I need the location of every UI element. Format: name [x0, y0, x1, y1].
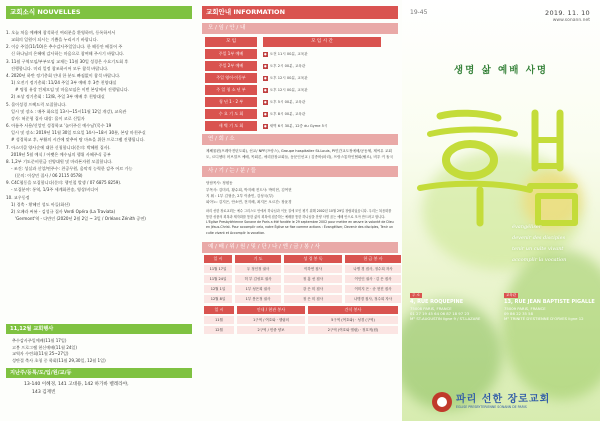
time-marker-icon: ● [264, 123, 267, 128]
table-cell: 정 은 미 집사 [284, 295, 342, 303]
address-metro: M° TRINITÉ D'ESTIENNE D'ORVES ligne 12 [504, 316, 584, 322]
study-header: 11,12월 교회행사 [6, 324, 192, 334]
table-cell: 1부 봉은정 권사 [235, 295, 281, 303]
study-line: 교역자 수련회(11월 25~27일) [12, 351, 69, 357]
bulletin-date: 2019. 11. 10 [545, 9, 590, 17]
worship-time-text: 오후 12시 00분, 교육관 [269, 76, 308, 80]
news-line: 1) 오전기 정기총회: 11/24 주일 3부 예배 후 3층 친양대실 [11, 80, 117, 86]
news-line: # 성경학교 후, 부활의 시간에 맞추어 탐 마쓰을 위한 프로그램 진행됩니다. [11, 137, 145, 143]
news-line: 2. 이승 주일(11/10)은 추수감사주일입니다. 한 해동안 베풀어 주 [6, 44, 123, 50]
table-cell: 1부 성은희 권사 [235, 285, 281, 293]
table-cell: 이미지 은 · 송 현진 집사 [345, 285, 401, 293]
church-logo-icon [432, 392, 452, 412]
worship-time-text: 오후 2시 00분, 교육관 [269, 64, 306, 68]
leaders-line: 지 휘 : 1부 김형준, 2부 이솔민, 김성국(부) [206, 193, 274, 198]
worship-row [202, 73, 398, 83]
table-cell: 이인인 권사 · 김 은 집사 [345, 275, 401, 283]
leaders-line: 부목사: 김미리, 황수희, 박지혜 전도사: 박미현, 김여현 [206, 187, 292, 192]
study-list [6, 338, 192, 365]
leaders-section-title: 사 / 기 / 는 / 분 / 들 [202, 166, 398, 177]
address-city: 75008 PARIS, FRANCE [410, 305, 452, 311]
address-metro: M° ST-AUGUSTIN ligne 9 / ST-LAZARE [410, 316, 481, 322]
news-line: - 모집분야: 통역, 1/3주 세계화찬송, 영상/비디어 [11, 187, 99, 193]
table-header-cell: 간식 봉사 [308, 306, 398, 314]
news-line: 5. 몰이성경 프랙드릭 모집합니다. [6, 101, 67, 107]
address-phone: 09 86 22 35 58 [504, 310, 533, 316]
address-tag: 주 소 [412, 293, 420, 297]
news-list [6, 29, 192, 222]
address-phone: 01 27 19 45 64 06 87 18 97 23 [410, 310, 470, 316]
news-line: 1) 경축 - 황혜인 성도 아들(화산) [11, 201, 70, 207]
table-cell: 11월 24일 [204, 275, 232, 283]
study-line: 성탄절 축사 초청 중 학회(11월 29,30일, 12월 1일) [12, 358, 106, 364]
table-header-cell: 기 도 [235, 255, 281, 263]
info-header: 교회안내 INFORMATION [202, 6, 398, 19]
time-marker-icon: ● [264, 99, 267, 104]
worship-time [263, 97, 373, 107]
time-marker-icon: ● [264, 51, 267, 56]
table-header-cell: 안내 / 현관 봉사 [237, 306, 305, 314]
address-city: 75009 PARIS, FRANCE [504, 305, 546, 311]
worship-name: 새 벽 기 도 회 [205, 121, 257, 131]
motto: 생명 삶 예배 사명 [453, 65, 549, 76]
church-name-fr: EGLISE PRESBYTERIENNE SONANN DE PARIS [456, 405, 527, 409]
issue-number: 19-45 [410, 9, 428, 16]
calligraphy-artwork [410, 98, 590, 228]
news-line: (문의: 이상민 집사 / 06 2115 0578) [15, 173, 83, 179]
table-cell: 우 정인정 권사 [235, 265, 281, 273]
table-cell: 12월 1일 [204, 285, 232, 293]
worship-name: 주 일 청 소 년 부 [205, 85, 257, 95]
worship-row [202, 121, 398, 131]
worship-time-text: 오전 11시 00분, 교육관 [269, 52, 308, 56]
cover-panel [402, 0, 600, 421]
news-line: 4. 2020년 하반 정기총회 안내 한 분도 빠짐없이 참석 바랍니다. [6, 72, 121, 78]
leaders-text [202, 177, 398, 208]
table-cell: 2구역 (여호와 엘림) · 정호적(원) [308, 326, 398, 334]
time-marker-icon: ● [264, 87, 267, 92]
news-line: 2) 오페라 씨뷰 - 김성규 집사 Verdi Opéra (La Traviata) [11, 208, 116, 214]
study-line: 고봉 프로그램 현신예배(11월 24일) [12, 344, 77, 350]
french-word: tenir un culte vivant [512, 246, 564, 252]
worship-row [202, 85, 398, 95]
worship-time [263, 61, 373, 71]
news-line: 일시 및 장소 : 매주 화요일 13시~15시11월 12일 개강), 교육관 [11, 108, 127, 114]
time-marker-icon: ● [264, 63, 267, 68]
table-header-cell: 헌 금 봉 사 [345, 255, 401, 263]
news-line: 'Germont'역 - 다만인 (2020년 2월 2일 ~ 3일 / Orléans Zénith 공연) [15, 216, 146, 222]
worship-time-text: 오후 12시 00분, 교육관 [269, 88, 308, 92]
news-line: 신 하나님의 은혜에 감사하는 마음으로 참여해 주시기 바랍니다. [11, 51, 125, 57]
worship-name: 주일 1부 예배 [205, 49, 257, 59]
news-line: 2019년 5월 예식 / 어쨋은 예수님의 행위 사혜주식 공부 [11, 151, 111, 157]
news-line: 8. 1,2부 기도준비헌금 진양대원 및 마라톤자원 모집합니다. [6, 158, 113, 164]
french-word: évangéliser [512, 224, 542, 230]
study-line: 추수감사주일예배(11월 17일) [12, 338, 67, 343]
news-line: 일시 및 장소: 2019년 11월 30일 토요일 14시~18시 30분, 본당 마친주실 [11, 130, 146, 136]
french-word: devenir des disciples [512, 235, 566, 241]
col-meeting: 모 임 [205, 37, 257, 47]
table-cell: 허 부 김성호 권사 [235, 275, 281, 283]
table-cell: 5구역 (여호와) · 성경 (구역) [308, 316, 398, 324]
visit-text [6, 378, 192, 397]
worship-time [263, 121, 373, 131]
leaders-line: 피아노: 김지은, 안소연, 전지혜, 최지은 오르간: 장윤경 [206, 200, 292, 205]
worship-section-title: 모 / 임 / 안 / 내 [202, 23, 398, 34]
affil-text: 제쎄물편(프레아전턴도회), 선교/ NPF(프랑스), Groupe hospitalier St-Louis, PI민간교도정예배/공동체, 제씨무 교회도, 르디센터 어브말프 예배, 목회론, 애리한장교회들, 동문인선교 / 김종바(파리), 프랑스통학인협회(퓔르), 비우 커 돌국 [206, 149, 394, 160]
mission-text: 파리 선한 장로교회는 예수 그리스도 안에서 하나님과 이웃 질에 모인 평기 위해 2002년 10월 29일 창립되었습니다. 우리는 복음화를 통한 성품의 회복과 제자화를 통한 삶의 회복에 집중하는 예배를 통한 하나님을 찬양 사명 꿈는 예배 안으로 모아 만드려고 합니다. L'Eglise Presbytérienne Sonane de Paris a été fondée le 29 septembre 2002 pour mettre en œuvre la volonté de Dieu en Jésus-Christ. Pour accomplir cela, notre Église se fixe comme actions : Évangéliser, Devenir des disciples, Tenir un culte vivant et Accomplir la vocation. [206, 209, 394, 235]
worship-time-text: 오후 5시 00분, 교육관 [269, 100, 306, 104]
affil-section-title: 연 / 회 / 소 [202, 134, 398, 145]
leaders-line: 당담목사: 정원동 [206, 181, 233, 186]
news-line: 10. 교우동정 [6, 194, 30, 200]
worship-row [202, 109, 398, 119]
visit-section [6, 368, 192, 397]
news-header: 교회소식 NOUVELLES [6, 6, 192, 19]
worship-list [202, 49, 398, 131]
news-line: 1. 오늘 처음 예배에 참석하신 여러분을 환영하며, 등록하셔서 [6, 30, 116, 35]
table-cell: 2구역 / 민중 양보 [237, 326, 305, 334]
worship-row [202, 61, 398, 71]
table-cell: 강 은 미 집사 [284, 285, 342, 293]
news-line: 3. 11월 구역모임/부부모임 교재는 11월 30일 성경은 수요기도회 후 [6, 58, 129, 64]
news-line: 진행합니다. 미리 일정 참조하시어 모두 참석 바랍니다. [11, 65, 109, 71]
news-line: 7. 아스미클 양사순에 대한 신청합니다(문의: 박혜원 집사). [6, 144, 111, 150]
table-cell: 11월 17일 [204, 265, 232, 273]
table-cell: 12월 8일 [204, 295, 232, 303]
worship-time [263, 73, 373, 83]
time-marker-icon: ● [264, 75, 267, 80]
news-line: 2) 조상 정기총회 : 12/8, 주일 3부 예배 후 친양대실 [11, 94, 105, 100]
col-time: 모 임 시 간 [263, 37, 381, 47]
table-header-cell: 성 경 봉 독 [284, 255, 342, 263]
worship-time [263, 49, 373, 59]
table-header-cell: 일 시 [204, 306, 234, 314]
table-header-cell: 일 시 [204, 255, 232, 263]
table-cell: 정 홍 선 집사 [284, 275, 342, 283]
table-cell: 11월 [204, 316, 234, 324]
news-line: 강사: 허준형 집사 대상: 몰이 코로 신입자 [11, 115, 85, 121]
worship-time [263, 85, 373, 95]
news-line: 9. C4C협동을 모집합니다(문의: 행인철 발생 / 07 6875 8259). [6, 180, 122, 186]
news-line: 6. 아름주 사용/신앙인 성경학교 '놀이주신 예수님'(목수 19 [6, 123, 112, 129]
french-word: accomplir la vocation [512, 257, 567, 263]
offer-table [202, 306, 398, 334]
visit-line: 143 김재빈 [32, 390, 56, 395]
worship-name: 주일 영어·이동부 [205, 73, 257, 83]
worship-name: 수 요 기 도 회 [205, 109, 257, 119]
news-line: # 명칭 유상 컨제모임 및 마음모임은 이번 본당에서 진행됩니다. [15, 87, 130, 93]
table-cell: 12월 [204, 326, 234, 334]
table-cell: 나병 경 집사, 정수희 자사 [345, 265, 401, 273]
duty-table [202, 255, 398, 303]
duty-section-title: 예 / 배 / 위 / 원 / 및 / 단 / 나 / 엔 / 금 / 봉 / 사 [202, 242, 398, 253]
address-main [410, 292, 480, 321]
time-marker-icon: ● [264, 111, 267, 116]
table-cell: 1구역 / 여호와 · 엘림의 [237, 316, 305, 324]
worship-row [202, 49, 398, 59]
visit-header: 지난주/등록/도/입/원/교/등 [6, 368, 192, 378]
address-tag: 교육관 [506, 293, 517, 297]
address-street: 4, RUE ROQUEPINE [410, 299, 464, 305]
cover-french-words [512, 222, 566, 266]
worship-time [263, 109, 373, 119]
worship-table-head [202, 37, 398, 47]
address-street: 13, RUE JEAN BAPTISTE PIGALLE [504, 299, 595, 305]
news-panel [6, 6, 192, 418]
worship-name: 청 년 1 · 2 부 [205, 97, 257, 107]
news-line: - 조건: 성실과 신앙/연주수: 찬공무원, 음악적 능력한 감주 어르 가능 [11, 165, 133, 171]
info-panel [202, 6, 398, 418]
news-line: 교회의 일원이 되시는 기쁨을 누리시기 바랍니다. [11, 37, 98, 43]
watercolor-wash [502, 250, 600, 400]
worship-time-text: 새벽 6시 30분, 12층 du Gyme 5시 [269, 124, 328, 128]
worship-time-text: 오후 8시 00분, 교육관 [269, 112, 306, 116]
worship-row [202, 97, 398, 107]
address-education [504, 292, 595, 321]
church-logo [432, 392, 550, 412]
table-cell: 나병경 집사, 정수희 자사 [345, 295, 401, 303]
website: www.sonann.net [552, 18, 590, 23]
visit-line: 13-140 이혜경, 141 고대용, 142 하가바 벨레라야, [24, 382, 129, 387]
church-name: 파리 선한 장로교회 [456, 394, 551, 405]
worship-name: 주일 2부 예배 [205, 61, 257, 71]
table-cell: 이하연 집사 [284, 265, 342, 273]
